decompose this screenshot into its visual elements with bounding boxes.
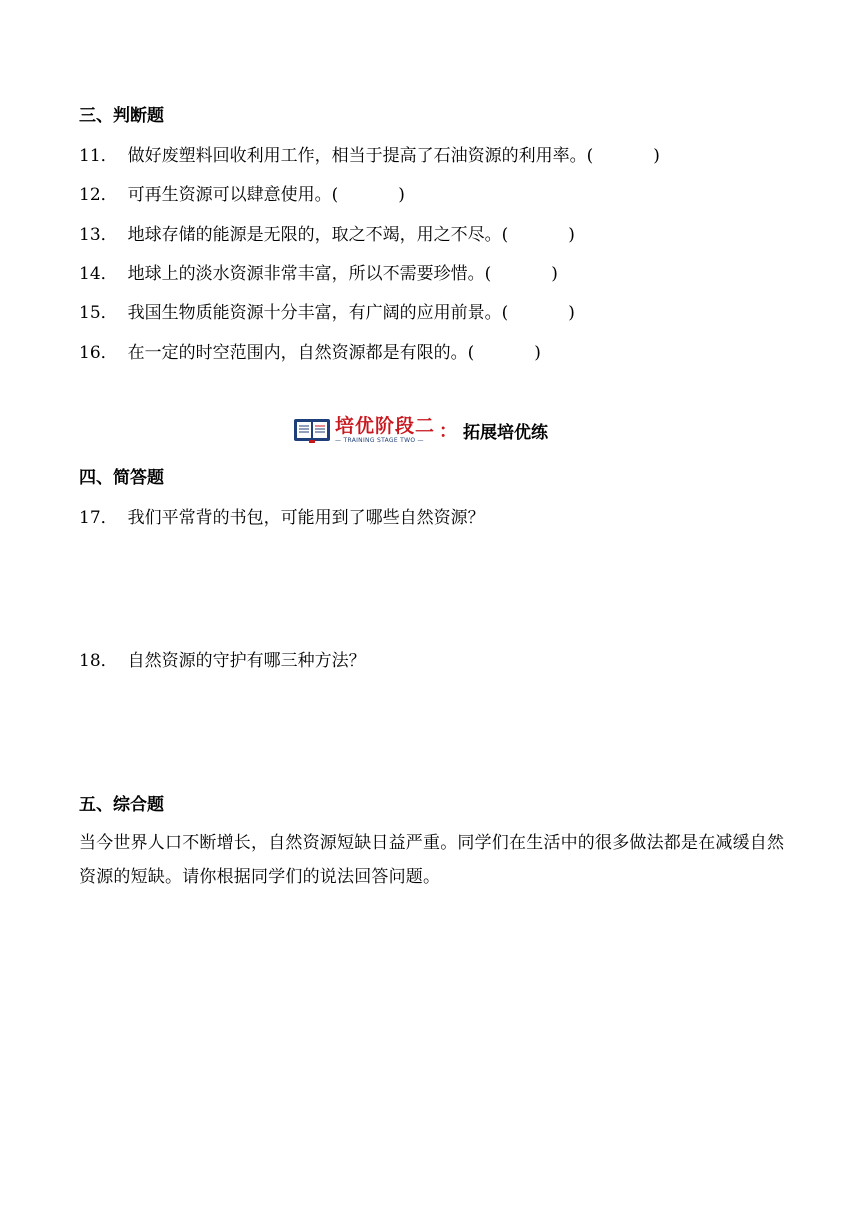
banner-label: 拓展培优练 (463, 422, 549, 443)
section-title-judge: 三、判断题 (79, 106, 164, 126)
section-title-comprehensive: 五、综合题 (79, 795, 164, 815)
question-number: 15． (79, 303, 118, 323)
question-18 (79, 650, 366, 672)
answer-blank-open: ( (467, 343, 475, 363)
answer-blank-close: ) (534, 343, 541, 363)
answer-blank-close: ) (568, 303, 575, 323)
answer-blank-close: ) (568, 225, 575, 245)
question-number: 12． (79, 185, 118, 205)
question-text: 我们平常背的书包，可能用到了哪些自然资源？ (127, 508, 485, 528)
banner-title: 培优阶段二 (335, 414, 436, 437)
question-number: 14． (79, 264, 118, 284)
question-text: 在一定的时空范围内，自然资源都是有限的。 (127, 343, 468, 363)
answer-blank-close: ) (653, 146, 660, 166)
question-text: 地球上的淡水资源非常丰富，所以不需要珍惜。 (127, 264, 485, 284)
comprehensive-paragraph: 当今世界人口不断增长，自然资源短缺日益严重。同学们在生活中的很多做法都是在减缓自然资源的短缺。请你根据同学们的说法回答问题。 (79, 833, 785, 887)
question-12 (79, 184, 405, 206)
answer-blank-open: ( (501, 225, 509, 245)
question-15 (79, 302, 575, 324)
banner-subtitle: — TRAINING STAGE TWO — (335, 436, 424, 444)
banner-colon: ： (439, 421, 458, 442)
question-text: 自然资源的守护有哪三种方法？ (127, 651, 366, 671)
answer-blank-close: ) (551, 264, 558, 284)
question-13 (79, 224, 575, 246)
answer-blank-close: ) (398, 185, 405, 205)
answer-blank-open: ( (501, 303, 509, 323)
banner-text-block (335, 414, 436, 444)
question-17 (79, 507, 485, 529)
stage-banner (293, 414, 548, 446)
open-book-icon (293, 416, 331, 444)
question-number: 18． (79, 651, 118, 671)
question-text: 可再生资源可以肆意使用。 (127, 185, 332, 205)
question-11 (79, 145, 660, 167)
question-16 (79, 342, 541, 364)
question-text: 做好废塑料回收利用工作，相当于提高了石油资源的利用率。 (127, 146, 587, 166)
question-text: 地球存储的能源是无限的，取之不竭，用之不尽。 (127, 225, 502, 245)
question-number: 13． (79, 225, 118, 245)
answer-blank-open: ( (331, 185, 339, 205)
answer-blank-open: ( (586, 146, 594, 166)
question-number: 16． (79, 343, 118, 363)
question-number: 17． (79, 508, 118, 528)
section-title-short-answer: 四、简答题 (79, 468, 164, 488)
answer-blank-open: ( (484, 264, 492, 284)
question-text: 我国生物质能资源十分丰富，有广阔的应用前景。 (127, 303, 502, 323)
question-number: 11． (79, 146, 118, 166)
question-14 (79, 263, 558, 285)
